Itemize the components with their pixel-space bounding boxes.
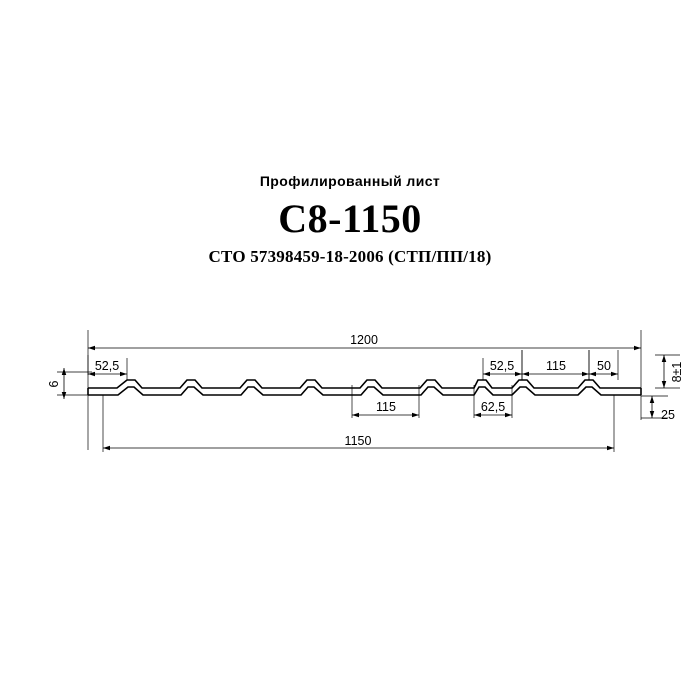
dim-flat-right-top: 52,5 <box>489 359 515 373</box>
cross-section-svg <box>0 300 700 480</box>
dim-rib-pitch-top: 115 <box>546 359 566 373</box>
dim-thickness-left: 6 <box>47 380 61 388</box>
dim-valley-bottom: 62,5 <box>480 400 506 414</box>
title-block <box>0 172 700 268</box>
profile-outline <box>88 380 641 395</box>
dim-edge-top: 50 <box>597 359 611 373</box>
dim-useful-width-bottom: 1150 <box>344 434 372 448</box>
dim-total-width-top: 1200 <box>350 333 378 347</box>
page-title: С8-1150 <box>278 196 422 241</box>
product-type-label: Профилированный лист <box>259 173 441 189</box>
dim-edge-bottom: 25 <box>661 408 675 422</box>
dim-flat-left-top: 52,5 <box>94 359 120 373</box>
standard-reference: СТО 57398459-18-2006 (СТП/ПП/18) <box>208 247 492 266</box>
technical-drawing <box>0 300 700 480</box>
dim-rib-pitch-bottom: 115 <box>376 400 396 414</box>
dim-height-right: 8±1 <box>670 361 684 383</box>
dimension-lines <box>64 348 664 448</box>
